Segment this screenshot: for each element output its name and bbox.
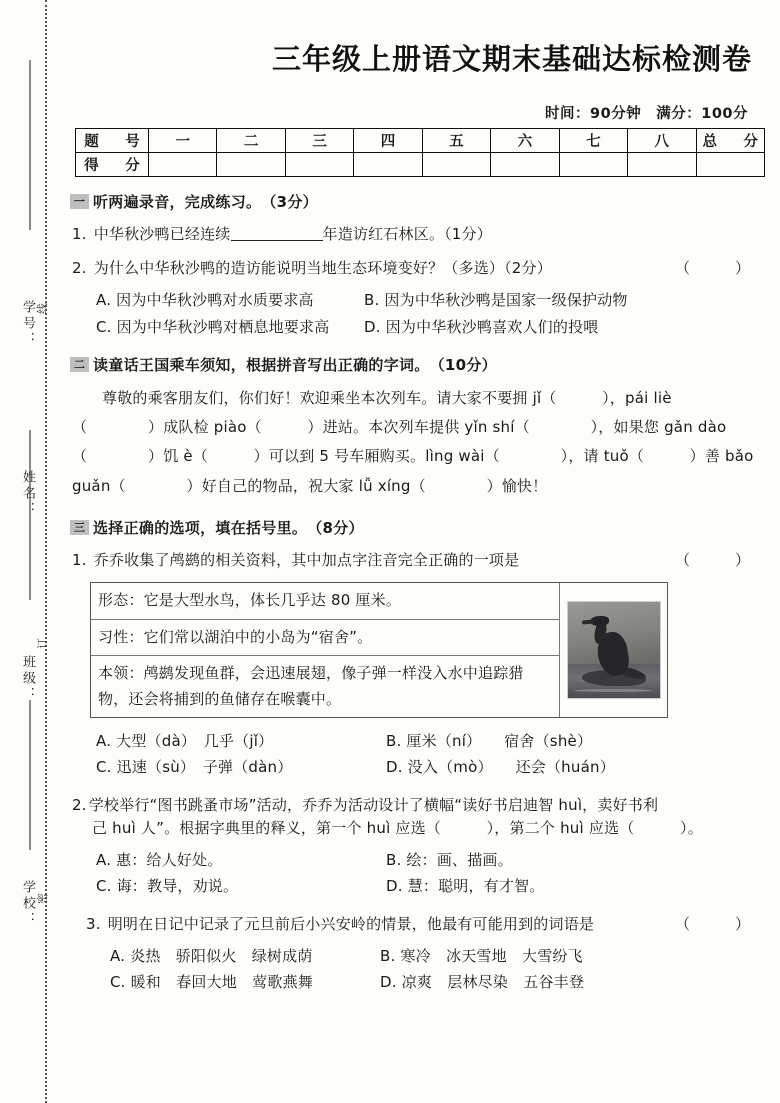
page-title: 三年级上册语文期末基础达标检测卷 [271,42,752,76]
passage-line [72,384,762,413]
option-row [96,314,762,340]
margin-label-name: 姓名： [20,470,35,518]
score-col-1: 一 [149,128,217,152]
option-c[interactable]: C. 诲：教导，劝说。 [96,877,239,896]
exam-meta-info: 时间：90分钟 满分：100分 [545,105,748,122]
score-table-row-label-1: 题 号 [76,128,149,152]
question-3-1 [72,549,762,572]
section-badge-1: 一 [70,194,89,209]
score-cell-6[interactable] [491,152,559,176]
score-cell-4[interactable] [354,152,422,176]
option-a[interactable]: A. 惠：给人好处。 [96,851,223,870]
option-c[interactable]: C. 暖和 春回大地 莺歌燕舞 [110,973,314,992]
margin-label-class: 班级： [20,655,35,703]
option-row [96,728,762,754]
question-text-before: 中华秋沙鸭已经连续 [93,224,231,243]
seal-solid-line-3 [29,700,31,850]
options-3-1 [96,728,762,781]
score-cell-8[interactable] [628,152,696,176]
score-cell-1[interactable] [149,152,217,176]
score-col-2: 二 [217,128,285,152]
score-col-4: 四 [354,128,422,152]
question-1-2 [72,257,762,280]
margin-label-student-id: 学号： [20,300,35,348]
passage-text[interactable]: guǎn（ ）好自己的物品，祝大家 lǚ xíng（ ）愉快！ [72,476,548,495]
score-cell-3[interactable] [285,152,353,176]
option-row [96,754,762,780]
info-row-appearance: 形态：它是大型水鸟，体长几乎达 80 厘米。 [91,583,559,619]
question-3-3 [86,913,762,936]
score-table-row-label-2: 得 分 [76,152,149,176]
option-row [96,847,762,873]
question-text-line1: 学校举行“图书跳蚤市场”活动，乔乔为活动设计了横幅“读好书启迪智 huì，卖好书利 [88,795,659,814]
question-number: 1. [72,224,87,243]
option-b[interactable]: B. 绘：画、描画。 [386,851,513,870]
seal-char-xian: 线 [36,302,49,314]
options-1-2 [96,287,762,340]
score-col-6: 六 [491,128,559,152]
section-points-3: （8分） [307,518,364,537]
question-1-1 [72,223,762,246]
section-title-1: 听两遍录音，完成练习。 [93,192,262,211]
question-3-2 [72,794,762,841]
question-text: 乔乔收集了鸬鹚的相关资料，其中加点字注音完全正确的一项是 [93,550,520,569]
option-d[interactable]: D. 慧：聪明，有才智。 [386,877,545,896]
option-b[interactable]: B. 厘米（ní） 宿舍（shè） [386,732,593,751]
option-d[interactable]: D. 凉爽 层林尽染 五谷丰登 [380,973,585,992]
answer-paren[interactable]: （ ） [674,259,750,278]
margin-label-school: 学校： [20,880,35,928]
question-text: 为什么中华秋沙鸭的造访能说明当地生态环境变好？（多选）（2分） [93,259,552,278]
answer-blank[interactable] [231,240,323,241]
passage-text[interactable]: 尊敬的乘客朋友们，你们好！欢迎乘坐本次列车。请大家不要拥 jǐ（ ），pái liè [102,388,672,407]
question-number: 3. [86,914,101,933]
table-row-header [76,128,765,152]
score-col-8: 八 [628,128,696,152]
options-3-3 [110,943,762,996]
content-column [62,0,762,995]
option-d[interactable]: D. 没入（mò） 还会（huán） [386,758,615,777]
score-cell-7[interactable] [559,152,627,176]
score-col-7: 七 [559,128,627,152]
question-text-line2[interactable]: 己 huì 人”。根据字典里的释义，第一个 huì 应选（ ），第二个 huì 应选（ ）。 [92,818,703,837]
info-row-habit: 习性：它们常以湖泊中的小岛为“宿舍”。 [91,619,559,656]
answer-paren[interactable]: （ ） [674,914,750,933]
option-a[interactable]: A. 大型（dà） 几乎（jǐ） [96,732,274,751]
seal-char-ding: 订 [36,637,49,649]
passage-text[interactable]: （ ）成队检 piào（ ）进站。本次列车提供 yǐn shí（ ），如果您 gǎn dào [72,418,727,437]
question-text-line2-wrap [92,817,762,840]
option-b[interactable]: B. 寒冷 冰天雪地 大雪纷飞 [380,946,583,965]
section-heading-1 [70,191,762,212]
bird-image [567,601,661,699]
table-row [91,583,559,619]
passage-text[interactable]: （ ）饥 è（ ）可以到 5 号车厢购买。lìng wài（ ），请 tuǒ（ ）善 bǎo [72,447,754,466]
cormorant-photo [559,583,667,717]
options-3-2 [96,847,762,900]
option-c[interactable]: C. 因为中华秋沙鸭对栖息地要求高 [96,317,330,336]
section-badge-2: 二 [70,357,89,372]
option-d[interactable]: D. 因为中华秋沙鸭喜欢人们的投喂 [364,317,599,336]
score-col-total: 总 分 [696,128,765,152]
passage-line [72,413,762,442]
score-cell-5[interactable] [422,152,490,176]
question-number: 2. [72,795,87,814]
info-row-skill: 本领：鸬鹚发现鱼群，会迅速展翅，像子弹一样没入水中追踪猎物，还会将捕到的鱼储存在喉囊中。 [98,664,524,708]
question-text-after: 年造访红石林区。（1分） [322,224,492,243]
option-row [110,969,762,995]
option-a[interactable]: A. 炎热 骄阳似火 绿树成荫 [110,946,313,965]
score-cell-2[interactable] [217,152,285,176]
info-box-cormorant [90,582,668,718]
option-row [110,943,762,969]
score-col-3: 三 [285,128,353,152]
section-title-3: 选择正确的选项，填在括号里。 [93,518,308,537]
table-row-scores [76,152,765,176]
score-table [75,128,765,177]
info-table [91,583,559,717]
score-col-5: 五 [422,128,490,152]
section-points-1: （3分） [261,192,318,211]
passage-section-2 [72,384,762,501]
passage-line [72,442,762,471]
question-number: 2. [72,259,87,278]
seal-char-mi: 密 [36,892,49,904]
option-c[interactable]: C. 迅速（sù） 子弹（dàn） [96,758,293,777]
seal-dotted-line [45,0,47,1103]
section-heading-2 [70,354,762,375]
seal-solid-line-1 [29,60,31,230]
question-number: 1. [72,550,87,569]
table-row [91,619,559,656]
option-row [96,873,762,899]
table-row [91,656,559,718]
option-row [96,287,762,313]
section-badge-3: 三 [70,520,89,535]
answer-paren[interactable]: （ ） [674,550,750,569]
passage-line [72,472,762,501]
option-a[interactable]: A. 因为中华秋沙鸭对水质要求高 [96,291,314,310]
section-heading-3 [70,517,762,538]
option-b[interactable]: B. 因为中华秋沙鸭是国家一级保护动物 [364,291,628,310]
section-title-2: 读童话王国乘车须知，根据拼音写出正确的字词。 [93,355,430,374]
section-points-2: （10分） [429,355,497,374]
score-cell-total[interactable] [696,152,765,176]
question-text: 明明在日记中记录了元旦前后小兴安岭的情景，他最有可能用到的词语是 [107,914,595,933]
